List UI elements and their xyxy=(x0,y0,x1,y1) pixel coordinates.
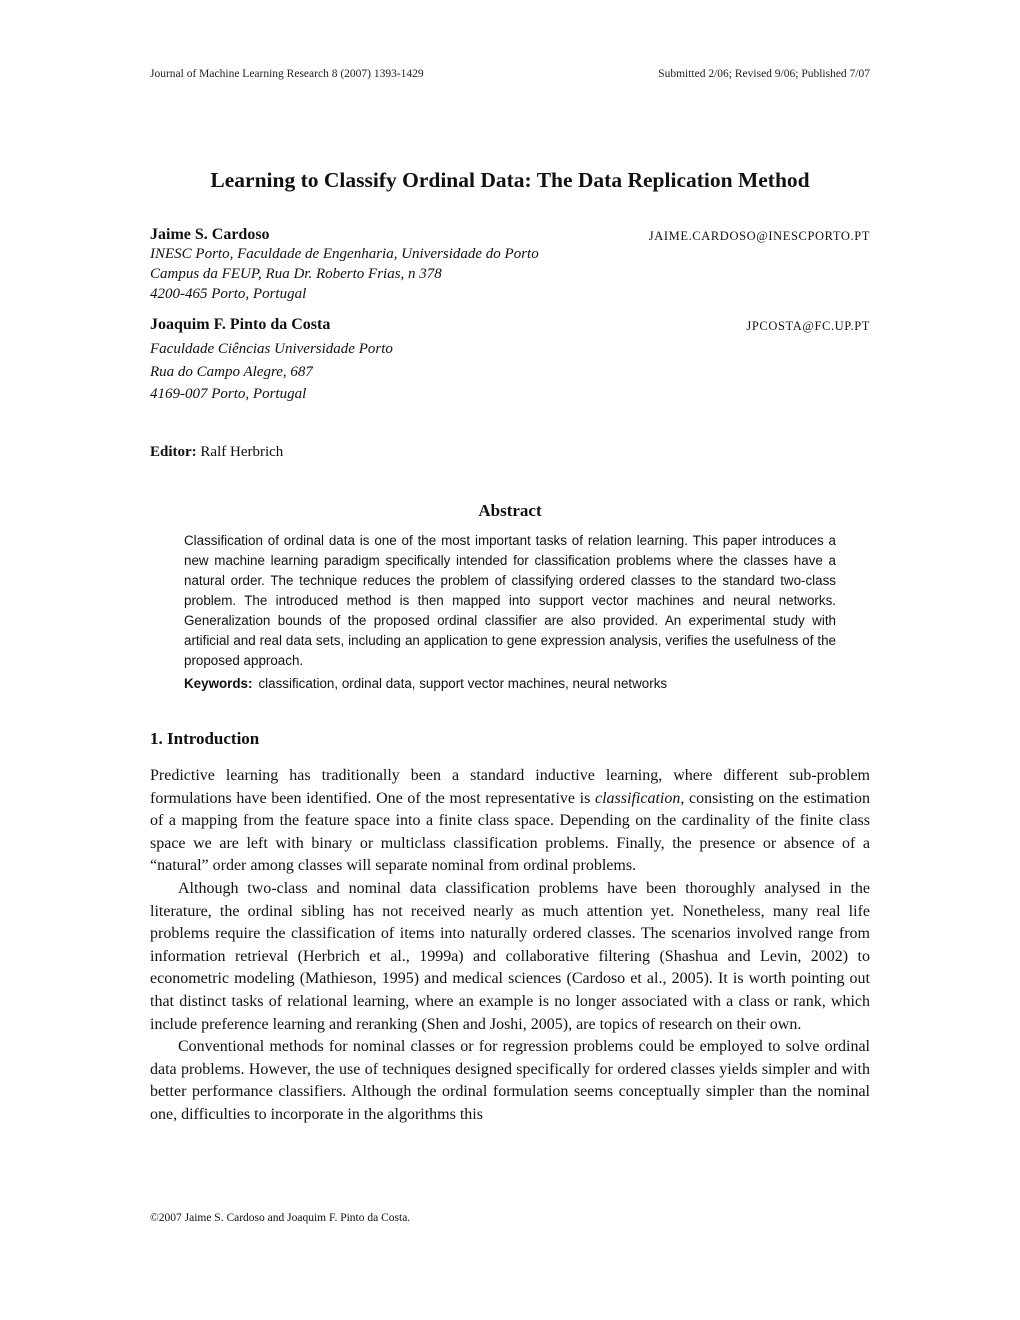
paper-title: Learning to Classify Ordinal Data: The Data Replication Method xyxy=(210,168,810,192)
author-name-1: Jaime S. Cardoso xyxy=(150,226,270,243)
editor-line xyxy=(150,444,283,461)
abstract-heading: Abstract xyxy=(478,501,542,520)
journal-header: Journal of Machine Learning Research 8 (2007) 1393-1429 xyxy=(150,68,424,80)
paragraph-2: Although two-class and nominal data classification problems have been thoroughly analysed in the literature, the ordinal sibling has not received nearly as much attention yet. Nonetheless, many real life problems require the classification of items into naturally ordered classes. The scenarios involved range from information retrieval (Herbrich et al., 1999a) and collaborative filtering (Shashua and Levin, 2002) to econometric modeling (Mathieson, 1995) and medical sciences (Cardoso et al., 2005). It is worth pointing out that distinct tasks of relational learning, where an example is no longer associated with a class or rank, which include preference learning and reranking (Shen and Joshi, 2005), are topics of research on their own. xyxy=(150,879,870,1033)
keywords-list: classification, ordinal data, support vector machines, neural networks xyxy=(258,676,668,691)
keywords-line xyxy=(184,676,836,691)
author-1-affiliation-line: INESC Porto, Faculdade de Engenharia, Universidade do Porto xyxy=(150,246,539,262)
paragraph-3: Conventional methods for nominal classes or for regression problems could be employed to solve ordinal data problems. However, the use of techniques designed specifically for ordered classes yields simpler and with better performance classifiers. Although the ordinal formulation seems conceptually simpler than the nominal one, difficulties to incorporate in the algorithms this xyxy=(150,1038,870,1123)
abstract-text: Classification of ordinal data is one of the most important tasks of relation learning. This paper introduces a new machine learning paradigm specifically intended for classification problems where the classes have a natural order. The technique reduces the problem of classifying ordered classes to the standard two-class problem. The introduced method is then mapped into support vector machines and neural networks. Generalization bounds of the proposed ordinal classifier are also provided. An experimental study with artificial and real data sets, including an application to gene expression analysis, verifies the usefulness of the proposed approach. xyxy=(184,533,836,668)
author-name-2: Joaquim F. Pinto da Costa xyxy=(150,316,331,333)
copyright-footer: ©2007 Jaime S. Cardoso and Joaquim F. Pinto da Costa. xyxy=(150,1212,411,1224)
section-heading-introduction: 1. Introduction xyxy=(150,729,260,748)
author-2-affiliation-line: Rua do Campo Alegre, 687 xyxy=(150,364,313,380)
paragraph-1-text-b: , consisting on the estimation of a mapping from the feature space into a finite class space. Depending on the cardinality of the finite class space we are left with binary or multiclass classification problems. Finally, the presence or absence of a “natural” order among classes will separate nominal from ordinal problems. xyxy=(150,789,871,875)
emphasis-classification: classification xyxy=(595,789,681,807)
editor-name: Ralf Herbrich xyxy=(200,444,284,460)
author-email-1[interactable]: JAIME.CARDOSO@INESCPORTO.PT xyxy=(648,229,870,243)
paragraph-1 xyxy=(150,765,870,878)
keywords-label: Keywords: xyxy=(184,676,253,691)
paragraph-1-text-a: Predictive learning has traditionally been a standard inductive learning, where different sub-problem formulations have been identified. One of the most representative is xyxy=(150,767,870,807)
editor-label: Editor: xyxy=(150,444,197,460)
author-2-affiliation-line: 4169-007 Porto, Portugal xyxy=(150,386,307,402)
author-email-2[interactable]: JPCOSTA@FC.UP.PT xyxy=(746,319,870,333)
author-2-affiliation-line: Faculdade Ciências Universidade Porto xyxy=(150,341,393,357)
author-1-affiliation-line: Campus da FEUP, Rua Dr. Roberto Frias, n 378 xyxy=(150,266,442,282)
introduction-body xyxy=(150,765,870,1127)
publication-dates: Submitted 2/06; Revised 9/06; Published 7/07 xyxy=(658,68,870,80)
author-1-affiliation-line: 4200-465 Porto, Portugal xyxy=(150,286,307,302)
